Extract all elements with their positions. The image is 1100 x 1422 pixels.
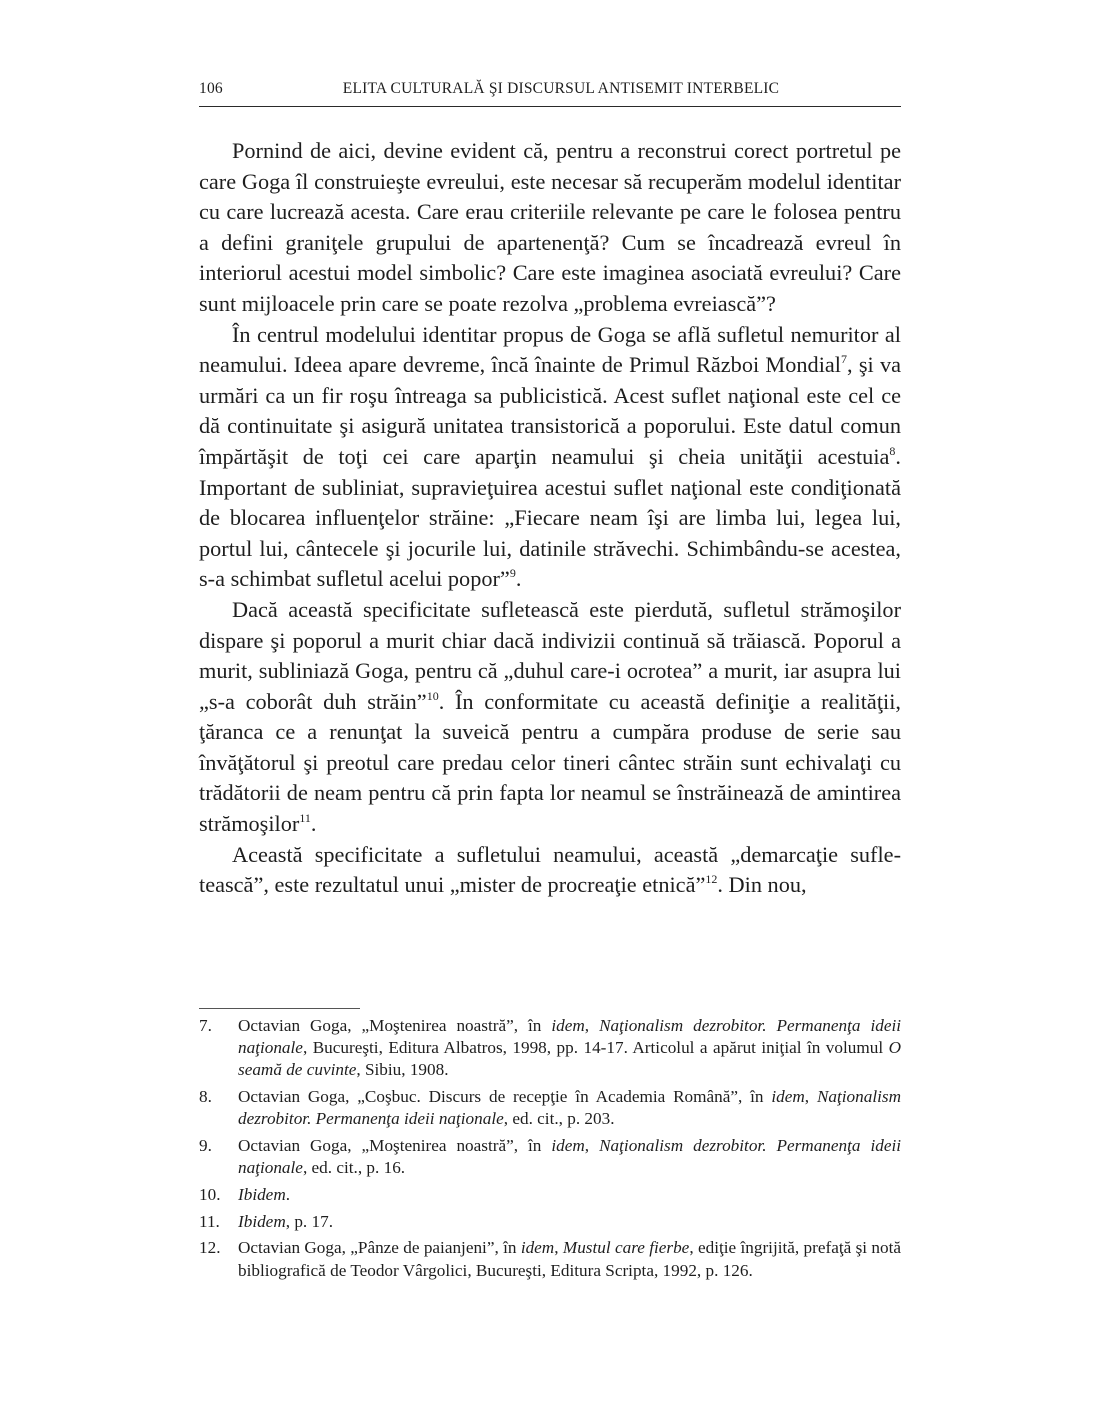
footnote-italic-part: Naţionalism dezrobitor. Permanenţa ideii naţionale	[238, 1087, 901, 1129]
footnote-ref-9[interactable]: 9	[509, 566, 516, 581]
footnote-12	[199, 1237, 901, 1281]
footnote-italic-part: Mustul care fierbe	[562, 1238, 690, 1258]
footnote-italic-part: O seamă de cuvinte	[238, 1038, 901, 1080]
footnote-italic-part: idem	[551, 1016, 585, 1035]
running-title: ELITA CULTURALĂ ŞI DISCURSUL ANTISEMIT INTERBELIC	[342, 80, 780, 97]
footnote-number: 11.	[199, 1211, 220, 1231]
footnote-italic-part: Ibidem	[238, 1211, 286, 1231]
footnote-text	[238, 1135, 901, 1179]
paragraph-text: Pornind de aici, devine evident că, pentru a reconstrui corect portretul pe care Goga îl construieşte evreului, este necesar să recuperăm modelul identitar cu care lucrează acesta. Care erau criteriile relevante pe care le folosea pentru a defini graniţele grupului de apartenenţă? Cum se încadrează evreul în interiorul acestui model simbolic? Care este imaginea asociată evreului? Care sunt mijloacele prin care se poate rezolva „problema evreiască”?	[199, 138, 901, 316]
paragraph-text: , şi va urmări ca un fir roşu întreaga sa publicistică. Acest suflet naţional este cel ce dă continuitate şi asigură unitatea transistorică a poporului. Este datul comun împărtăşit de toţi cei care aparţin neamului şi cheia unităţii acestuia	[199, 352, 902, 469]
footnote-text-part: ,	[584, 1016, 600, 1035]
paragraph-text: . Din nou,	[717, 872, 807, 898]
footnote-text	[238, 1211, 901, 1233]
paragraph-text: .	[310, 811, 317, 837]
paragraph-text: .	[515, 566, 522, 592]
footnote-text-part: ,	[554, 1238, 563, 1258]
footnote-text	[238, 1237, 901, 1281]
footnote-text-part: , p. 17.	[285, 1211, 333, 1231]
footnote-8	[199, 1086, 901, 1130]
footnote-italic-part: Naţionalism dezrobitor. Permanenţa ideii naţionale	[238, 1136, 902, 1178]
book-page	[199, 80, 901, 901]
footnote-text	[238, 1086, 901, 1130]
footnote-italic-part: idem	[551, 1136, 585, 1156]
footnote-text-part: Octavian Goga, „Coşbuc. Discurs de recepţie în Academia Română”, în	[238, 1087, 772, 1107]
paragraph-text: Această specificitate a sufletului neamului, această „demarcaţie sufletească”, este rezultatul unui „mister de procreaţie etnică”	[199, 841, 901, 898]
footnote-text-part: Octavian Goga, „Moştenirea noastră”, în	[238, 1136, 552, 1156]
footnote-7	[199, 1015, 901, 1082]
paragraph-text: Dacă această specificitate sufletească este pierdută, sufletul strămoşilor dispare şi poporul a murit chiar dacă indivizii continuă să trăiască. Poporul a murit, subliniază Goga, pentru că „duhul care-i ocrotea” a murit, iar asupra lui „s-a coborât duh străin”	[199, 596, 901, 714]
body-text	[199, 136, 901, 901]
footnote-11	[199, 1211, 901, 1233]
paragraph	[199, 320, 901, 595]
footnote-ref-11[interactable]: 11	[299, 811, 311, 826]
footnote-text-part: .	[285, 1184, 291, 1204]
footnote-text-part: , Sibiu, 1908.	[356, 1060, 449, 1080]
footnote-number: 7.	[199, 1016, 212, 1035]
footnote-9	[199, 1135, 901, 1179]
footnote-text-part: , ed. cit., p. 16.	[302, 1158, 406, 1178]
paragraph-text: . În conformitate cu această definiţie a realităţii, ţăranca ce a renunţat la suveică pentru a cumpăra produse de serie sau învăţătorul şi preotul care predau celor tineri cântec străin sunt echivalaţi cu trădătorii de neam pentru că prin fapta lor neamul se înstrăinează de amintirea strămoşilor	[199, 688, 901, 837]
footnote-text-part: , ed. cit., p. 203.	[503, 1109, 615, 1129]
footnote-text-part: Octavian Goga, „Pânze de paianjeni”, în	[238, 1238, 521, 1258]
footnote-text-part: , Bucureşti, Editura Albatros, 1998, pp. 14-17. Articolul a apărut iniţial în volumul	[302, 1038, 889, 1058]
running-header	[199, 80, 901, 107]
footnote-italic-part: Ibidem	[238, 1184, 286, 1204]
footnote-10	[199, 1184, 901, 1206]
paragraph	[199, 595, 901, 840]
footnote-ref-10[interactable]: 10	[426, 688, 439, 703]
footnote-number: 9.	[199, 1136, 212, 1156]
footnotes	[199, 1015, 901, 1286]
paragraph	[199, 136, 901, 320]
paragraph-text: . Important de subliniat, supravieţuirea acestui suflet naţional este condiţionată de blocarea influenţelor străine: „Fiecare neam îşi are limba lui, legea lui, portul lui, cântecele şi jocurile lui, datinile străvechi. Schimbându-se acestea, s-a schimbat sufletul acelui popor”	[199, 443, 901, 592]
paragraph	[199, 840, 901, 901]
footnote-text-part: , ediţie îngrijită, prefaţă şi notă bibliografică de Teodor Vârgolici, Bucureşti, Editura Scripta, 1992, p. 126.	[238, 1238, 901, 1280]
footnote-text	[238, 1184, 901, 1206]
footnote-ref-8[interactable]: 8	[889, 443, 896, 458]
footnote-ref-12[interactable]: 12	[705, 872, 718, 887]
footnote-text	[238, 1015, 901, 1082]
footnote-italic-part: idem	[520, 1238, 555, 1258]
footnote-text-part: ,	[804, 1087, 817, 1107]
paragraph-text: În centrul modelului identitar propus de Goga se află sufletul nemuritor al neamului. Ideea apare devreme, încă înainte de Primul Război Mondial	[199, 321, 901, 378]
footnote-italic-part: idem	[771, 1087, 805, 1107]
footnote-separator	[199, 1008, 360, 1009]
footnote-italic-part: Naţionalism dezrobitor. Permanenţa ideii naţionale	[238, 1016, 902, 1058]
page-number: 106	[199, 80, 223, 97]
footnote-number: 10.	[199, 1184, 221, 1204]
footnote-ref-7[interactable]: 7	[841, 352, 847, 367]
footnote-text-part: Octavian Goga, „Moştenirea noastră”, în	[238, 1016, 552, 1035]
footnote-text-part: ,	[584, 1136, 600, 1156]
footnote-number: 12.	[199, 1238, 221, 1258]
footnote-number: 8.	[199, 1087, 212, 1107]
